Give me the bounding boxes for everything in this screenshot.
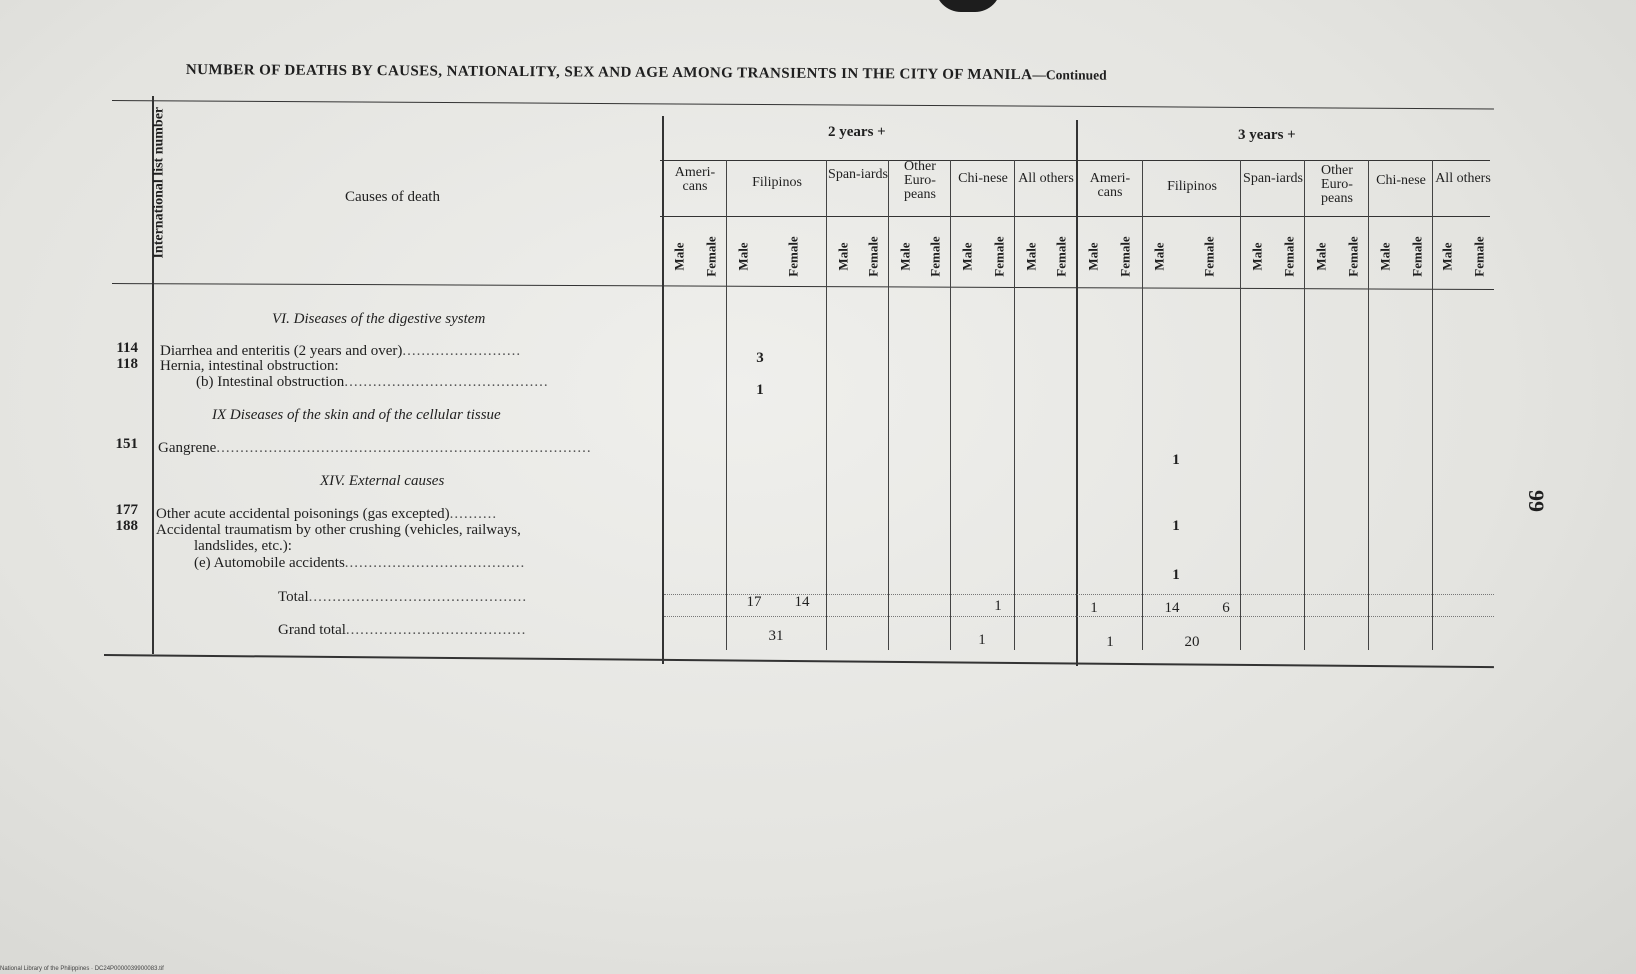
nat-filipinos-2: Filipinos xyxy=(752,175,802,190)
female-subheader: Female xyxy=(927,236,943,277)
total-3-fil-m: 14 xyxy=(1164,600,1180,616)
male-subheader: Male xyxy=(1439,242,1455,271)
row-number: 114 xyxy=(116,340,138,356)
cause-accidental-traumatism: Accidental traumatism by other crushing (vehicles, railways, xyxy=(156,522,521,538)
section-heading-external: XIV. External causes xyxy=(320,473,445,489)
grand-total-3-fil: 20 xyxy=(1184,634,1200,650)
title-continued: —Continued xyxy=(1032,67,1107,83)
age-group-3-header: 3 years + xyxy=(1238,127,1296,143)
cause-acute-poisonings: Other acute accidental poisonings (gas excepted).......... xyxy=(156,506,498,522)
cause-diarrhea: Diarrhea and enteritis (2 years and over)......................... xyxy=(160,343,522,359)
col-divider xyxy=(888,160,889,650)
cause-text: Other acute accidental poisonings (gas excepted) xyxy=(156,506,450,522)
value-cell: 1 xyxy=(1172,452,1180,468)
nat-chinese-2: Chi-nese xyxy=(958,171,1008,186)
value-cell: 1 xyxy=(1172,567,1180,583)
male-subheader: Male xyxy=(1377,242,1393,271)
age-group-2-header: 2 years + xyxy=(828,124,886,140)
row-number: 151 xyxy=(115,436,138,452)
female-subheader: Female xyxy=(703,236,719,277)
male-subheader: Male xyxy=(897,242,913,271)
row-number: 188 xyxy=(115,518,138,534)
col-divider xyxy=(1142,160,1143,650)
grand-total-2-fil: 31 xyxy=(768,628,784,644)
male-subheader: Male xyxy=(1313,242,1329,271)
male-subheader: Male xyxy=(1023,242,1039,271)
nat-spaniards-2: Span-iards xyxy=(828,167,888,182)
table-top-rule xyxy=(112,100,1494,109)
section-heading-digestive: VI. Diseases of the digestive system xyxy=(272,311,486,327)
value-cell: 1 xyxy=(1172,518,1180,534)
female-subheader: Female xyxy=(1409,236,1425,277)
table-title xyxy=(186,62,1446,87)
total-3-fil-f: 6 xyxy=(1222,600,1230,616)
cause-automobile-accidents: (e) Automobile accidents...................................... xyxy=(194,555,526,571)
male-subheader: Male xyxy=(835,242,851,271)
section-heading-skin: IX Diseases of the skin and of the cellular tissue xyxy=(212,407,501,423)
total-2-fil-m: 17 xyxy=(746,594,762,610)
female-subheader: Female xyxy=(991,236,1007,277)
nat-spaniards-3: Span-iards xyxy=(1243,171,1303,186)
grand-total-2-chi: 1 xyxy=(978,632,986,648)
nat-americans-3: Ameri-cans xyxy=(1089,171,1131,200)
nat-americans-2: Ameri-cans xyxy=(674,165,716,194)
causes-header: Causes of death xyxy=(345,189,440,205)
total-3-ame-m: 1 xyxy=(1090,600,1098,616)
grand-total-3-ame: 1 xyxy=(1106,634,1114,650)
female-subheader: Female xyxy=(785,236,801,277)
total-2-chi-f: 1 xyxy=(994,598,1002,614)
female-subheader: Female xyxy=(1471,236,1487,277)
nat-other-europeans-2: Other Euro-peans xyxy=(904,159,936,202)
value-cell: 1 xyxy=(756,382,764,398)
cause-text: (e) Automobile accidents xyxy=(194,555,345,571)
male-subheader: Male xyxy=(1151,242,1167,271)
col-divider xyxy=(826,160,827,650)
total-label: Total xyxy=(278,589,309,605)
col-divider xyxy=(1240,160,1241,650)
page-number: 99 xyxy=(1524,490,1549,512)
cause-accidental-traumatism-cont: landslides, etc.): xyxy=(194,538,292,554)
nat-all-others-3: All others xyxy=(1435,171,1491,186)
intl-list-header: International list number xyxy=(151,106,167,259)
causes-column-divider xyxy=(662,116,664,664)
col-divider xyxy=(1014,160,1015,650)
female-subheader: Female xyxy=(865,236,881,277)
cause-gangrene: Gangrene............................................................................... xyxy=(158,440,592,456)
cause-text: Diarrhea and enteritis (2 years and over) xyxy=(160,343,403,359)
cause-text: (b) Intestinal obstruction xyxy=(196,374,345,390)
age-group-divider xyxy=(1076,120,1078,666)
female-subheader: Female xyxy=(1281,236,1297,277)
female-subheader: Female xyxy=(1117,236,1133,277)
table-bottom-rule xyxy=(104,654,1494,668)
female-subheader: Female xyxy=(1053,236,1069,277)
title-text: NUMBER OF DEATHS BY CAUSES, NATIONALITY, SEX AND AGE AMONG TRANSIENTS IN THE CITY OF MANILA xyxy=(185,62,1033,84)
total-2-fil-f: 14 xyxy=(794,594,810,610)
male-subheader: Male xyxy=(735,242,751,271)
col-divider xyxy=(726,160,727,650)
row-number: 118 xyxy=(116,356,138,372)
grand-total-row-label: Grand total...................................... xyxy=(278,622,527,638)
archive-footer: National Library of the Philippines · DC24P0000039900083.tif xyxy=(0,966,164,972)
nationality-header-rule xyxy=(660,216,1490,217)
cause-intestinal-obstruction: (b) Intestinal obstruction........................................... xyxy=(196,374,549,390)
nat-other-europeans-3: Other Euro-peans xyxy=(1321,163,1353,206)
cause-hernia: Hernia, intestinal obstruction: xyxy=(160,358,339,374)
row-number: 177 xyxy=(115,502,138,518)
nat-all-others-2: All others xyxy=(1018,171,1074,186)
col-divider xyxy=(950,160,951,650)
female-subheader: Female xyxy=(1345,236,1361,277)
cause-text: Gangrene xyxy=(158,440,217,456)
total-row-label: Total.............................................. xyxy=(278,589,528,605)
nat-chinese-3: Chi-nese xyxy=(1376,173,1426,188)
grand-total-label: Grand total xyxy=(278,622,346,638)
female-subheader: Female xyxy=(1201,236,1217,277)
male-subheader: Male xyxy=(959,242,975,271)
male-subheader: Male xyxy=(1085,242,1101,271)
binding-hole xyxy=(935,0,1001,12)
male-subheader: Male xyxy=(671,242,687,271)
grand-total-rule xyxy=(664,616,1494,617)
nat-filipinos-3: Filipinos xyxy=(1167,179,1217,194)
age-header-rule xyxy=(660,160,1490,161)
col-divider xyxy=(1304,160,1305,650)
value-cell: 3 xyxy=(756,350,764,366)
male-subheader: Male xyxy=(1249,242,1265,271)
col-divider xyxy=(1368,160,1369,650)
col-divider xyxy=(1432,160,1433,650)
